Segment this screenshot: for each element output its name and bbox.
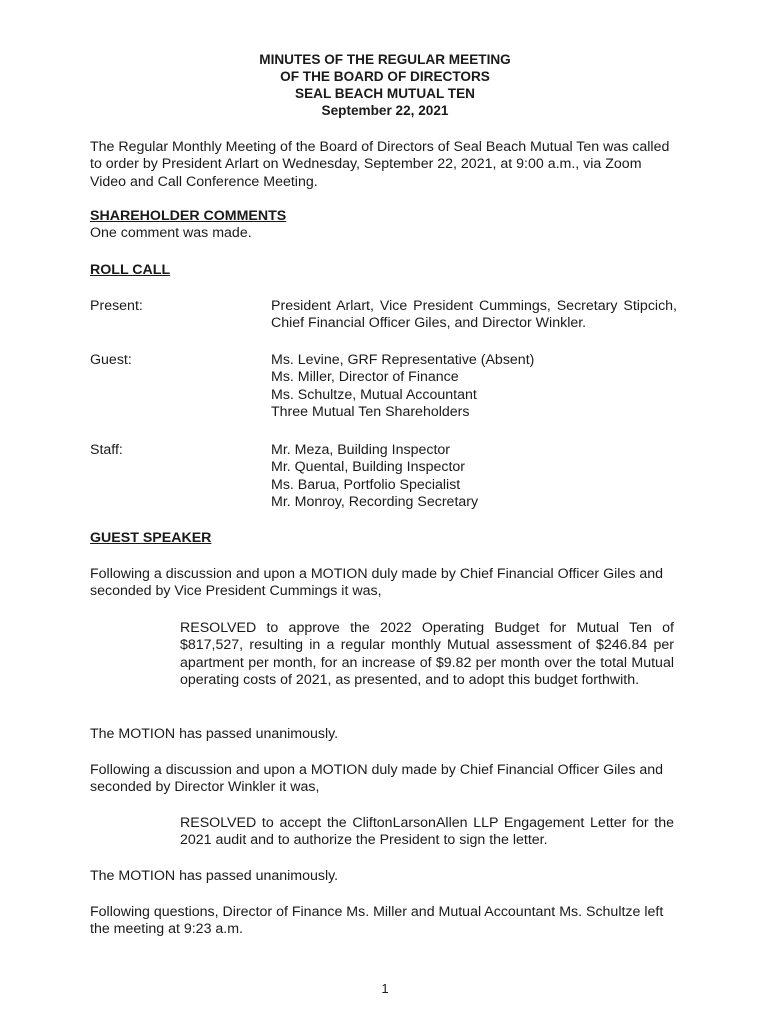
- title-line-3: SEAL BEACH MUTUAL TEN: [295, 86, 475, 101]
- staff-item: Mr. Quental, Building Inspector: [271, 459, 465, 476]
- guest-item: Ms. Miller, Director of Finance: [271, 369, 459, 386]
- motion-1-intro: Following a discussion and upon a MOTION duly made by Chief Financial Officer Giles and seconded by Vice President Cummings it was,: [90, 566, 664, 600]
- staff-list: [271, 442, 677, 512]
- document-title: [0, 51, 770, 119]
- page-number: 1: [381, 981, 389, 996]
- motion-1-resolution: RESOLVED to approve the 2022 Operating Budget for Mutual Ten of $817,527, resulting in a regular monthly Mutual assessment of $246.84 per apartment per month, for an increase of $9.82 per month over the total Mutual operating costs of 2021, as presented, and to adopt this budget forthwith.: [180, 620, 674, 689]
- staff-label: Staff:: [90, 442, 123, 458]
- title-line-2: OF THE BOARD OF DIRECTORS: [280, 69, 490, 84]
- guest-item: Ms. Schultze, Mutual Accountant: [271, 386, 477, 403]
- shareholder-comments-heading: SHAREHOLDER COMMENTS: [90, 208, 287, 224]
- staff-item: Ms. Barua, Portfolio Specialist: [271, 476, 461, 493]
- guest-list: [271, 352, 677, 422]
- guest-item: Three Mutual Ten Shareholders: [271, 404, 470, 421]
- motion-2-resolution: RESOLVED to accept the CliftonLarsonAllen LLP Engagement Letter for the 2021 audit and to authorize the President to sign the letter.: [180, 815, 674, 849]
- motion-2-intro: Following a discussion and upon a MOTION duly made by Chief Financial Officer Giles and seconded by Director Winkler it was,: [90, 762, 664, 796]
- shareholder-comments-text: One comment was made.: [90, 225, 252, 241]
- intro-paragraph: The Regular Monthly Meeting of the Board of Directors of Seal Beach Mutual Ten was called to order by President Arlart on Wednesday, September 22, 2021, at 9:00 a.m., via Zoom Video and Call Conference Meeting.: [90, 139, 670, 190]
- motion-2-result: The MOTION has passed unanimously.: [90, 868, 339, 884]
- guest-speaker-heading: GUEST SPEAKER: [90, 530, 212, 546]
- present-label: Present:: [90, 298, 143, 314]
- staff-item: Mr. Monroy, Recording Secretary: [271, 494, 479, 511]
- title-line-1: MINUTES OF THE REGULAR MEETING: [259, 52, 511, 67]
- present-value: President Arlart, Vice President Cummings, Secretary Stipcich, Chief Financial Officer Giles, and Director Winkler.: [271, 298, 677, 332]
- closing-paragraph: Following questions, Director of Finance Ms. Miller and Mutual Accountant Ms. Schultze left the meeting at 9:23 a.m.: [90, 904, 664, 938]
- roll-call-heading: ROLL CALL: [90, 262, 171, 278]
- guest-label: Guest:: [90, 352, 132, 368]
- guest-item: Ms. Levine, GRF Representative (Absent): [271, 352, 535, 368]
- motion-1-result: The MOTION has passed unanimously.: [90, 726, 339, 742]
- title-line-4: September 22, 2021: [321, 103, 449, 118]
- staff-item: Mr. Meza, Building Inspector: [271, 442, 450, 458]
